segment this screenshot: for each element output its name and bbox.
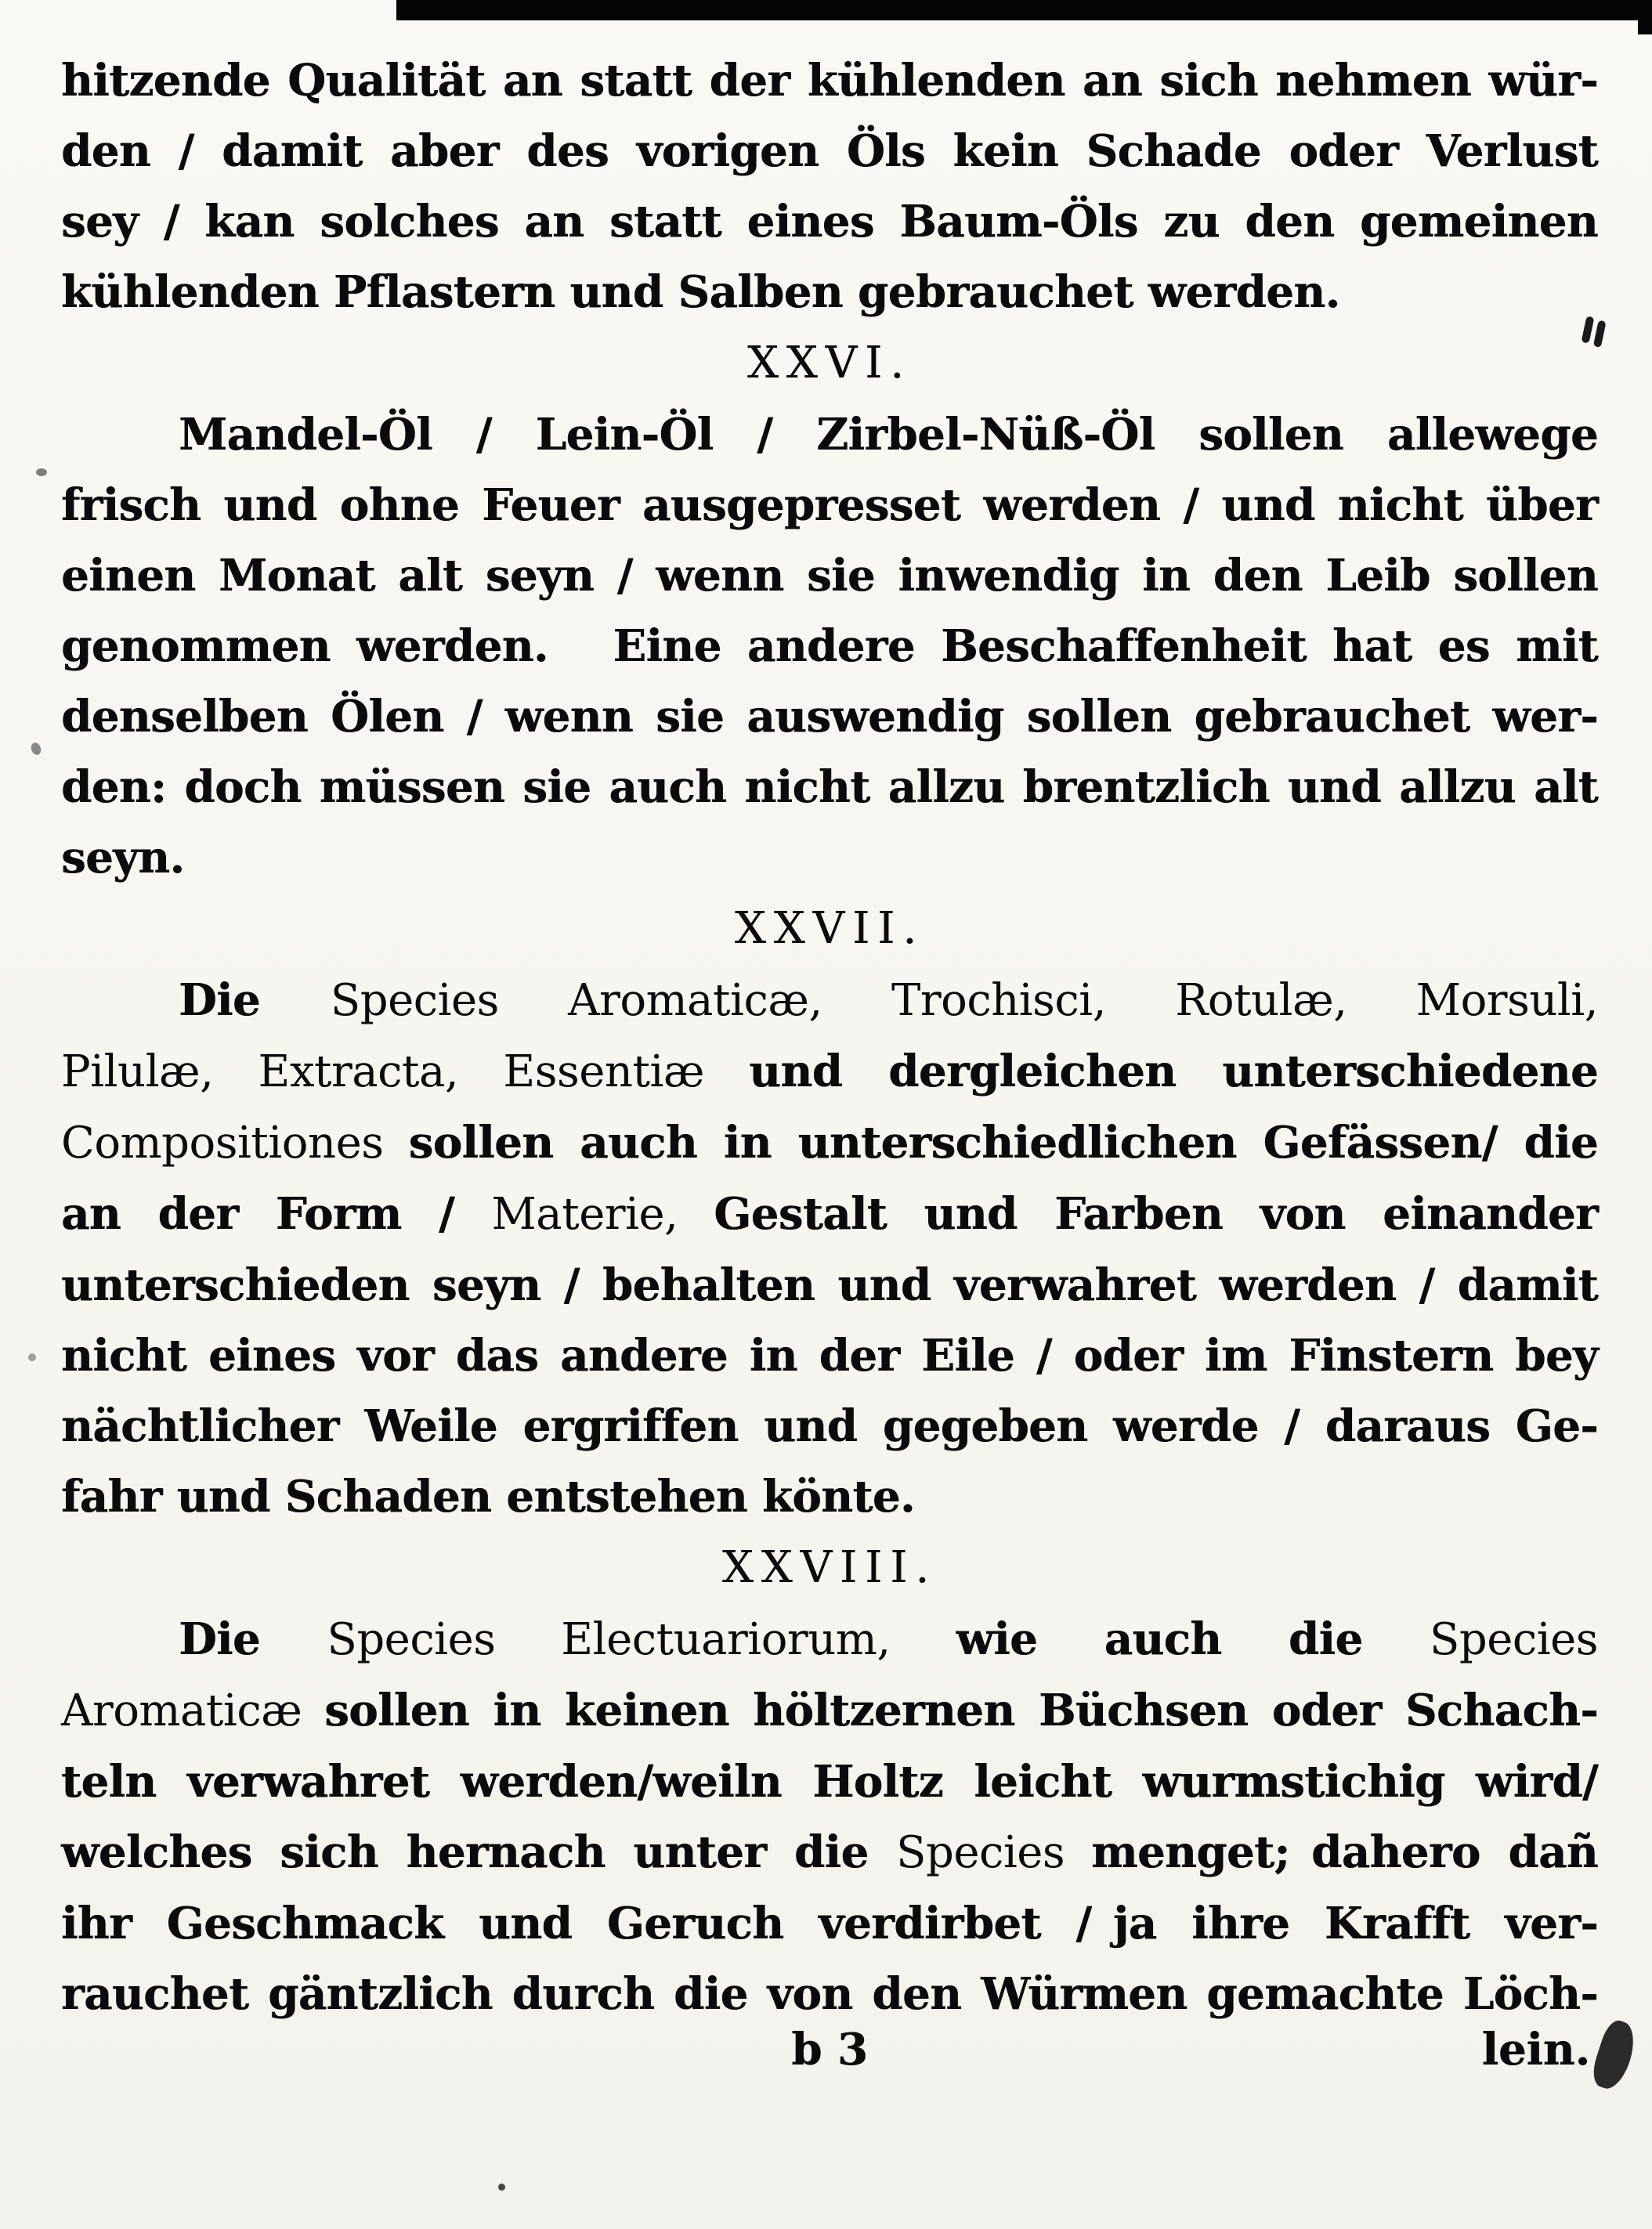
text-line	[61, 1817, 1598, 1888]
catchword: lein.	[1481, 2024, 1590, 2075]
latin-text: Pilulæ, Extracta, Essentiæ	[61, 1046, 750, 1097]
text-line	[61, 1320, 1598, 1391]
fraktur-text: welches sich hernach unter die	[61, 1826, 897, 1878]
fraktur-text: an der Form /	[61, 1188, 492, 1240]
fraktur-text: und dergleichen unterschiedene	[749, 1046, 1599, 1097]
fraktur-text: ihr Geschmack und Geruch verdirbet / ja ihre Krafft ver-	[61, 1898, 1598, 1949]
fraktur-text: Gestalt und Farben von einander	[714, 1188, 1599, 1240]
ink-speck	[36, 468, 47, 476]
fraktur-text: genommen werden. Eine andere Beschaffenheit hat es mit	[61, 620, 1598, 672]
section-heading: XXVII.	[734, 903, 925, 954]
ink-speck	[498, 2184, 505, 2191]
fraktur-text: fahr und Schaden entstehen könte.	[61, 1471, 915, 1523]
fraktur-text: sollen in keinen höltzernen Büchsen oder Schach-	[324, 1685, 1598, 1736]
latin-text: Species Aromaticæ, Trochisci, Rotulæ, Morsuli,	[330, 975, 1599, 1026]
text-line	[61, 681, 1598, 752]
fraktur-text: frisch und ohne Feuer ausgepresset werden / und nicht über	[61, 479, 1598, 531]
fraktur-text: kühlenden Pflastern und Salben gebrauchet werden.	[61, 266, 1340, 318]
text-line	[61, 965, 1598, 1036]
paragraph	[61, 399, 1598, 893]
scan-edge-corner	[1638, 0, 1652, 34]
text-block	[61, 45, 1598, 2029]
latin-text: Species	[1429, 1614, 1598, 1665]
fraktur-text: Die	[179, 974, 331, 1026]
fraktur-text: hitzende Qualität an statt der kühlenden an sich nehmen wür-	[61, 55, 1598, 107]
text-line	[61, 1107, 1598, 1179]
text-line	[61, 1391, 1598, 1461]
latin-text: Species Electuariorum,	[327, 1614, 956, 1665]
text-line	[61, 1036, 1598, 1107]
latin-text: Aromaticæ	[61, 1685, 325, 1736]
paragraph	[61, 1604, 1598, 2029]
text-line	[61, 1250, 1598, 1320]
fraktur-text: den / damit aber des vorigen Öls kein Schade oder Verlust	[61, 125, 1598, 177]
text-line	[61, 257, 1598, 327]
scan-edge-bar	[396, 0, 1652, 20]
text-line	[61, 1604, 1598, 1675]
fraktur-text: seyn.	[61, 832, 185, 883]
section-heading: XXVIII.	[721, 1542, 938, 1593]
fraktur-text: denselben Ölen / wenn sie auswendig sollen gebrauchet wer-	[61, 691, 1598, 742]
fraktur-text: sollen auch in unterschiedlichen Gefässen/ die	[408, 1117, 1598, 1169]
fraktur-text: Die	[179, 1613, 327, 1665]
text-line	[61, 752, 1598, 822]
text-line	[61, 1959, 1598, 2029]
fraktur-text: sey / kan solches an statt eines Baum-Öls zu den gemeinen	[61, 196, 1598, 247]
page-footer	[61, 2024, 1598, 2102]
latin-text: Compositiones	[61, 1118, 409, 1169]
paragraph	[61, 45, 1598, 327]
text-line	[61, 45, 1598, 116]
section-heading: XXVI.	[746, 338, 913, 388]
fraktur-text: Mandel-Öl / Lein-Öl / Zirbel-Nüß-Öl sollen allewege	[179, 409, 1598, 461]
fraktur-text: rauchet gäntzlich durch die von den Würmen gemachte Löch-	[61, 1968, 1598, 2020]
ink-speck	[30, 741, 43, 756]
fraktur-text: teln verwahret werden/weiln Holtz leicht wurmstichig wird/	[61, 1756, 1598, 1808]
text-line	[61, 116, 1598, 186]
text-line	[61, 1179, 1598, 1250]
fraktur-text: nächtlicher Weile ergriffen und gegeben werde / daraus Ge-	[61, 1400, 1598, 1452]
latin-text: Species	[896, 1827, 1092, 1878]
fraktur-text: unterschieden seyn / behalten und verwahret werden / damit	[61, 1259, 1598, 1311]
text-line	[61, 1675, 1598, 1747]
text-line	[61, 822, 1598, 893]
fraktur-text: den: doch müssen sie auch nicht allzu brentzlich und allzu alt	[61, 761, 1598, 813]
text-line	[61, 1461, 1598, 1532]
text-line	[61, 1888, 1598, 1959]
ink-speck	[28, 1353, 36, 1361]
text-line	[61, 540, 1598, 611]
signature-mark: b 3	[791, 2024, 868, 2075]
paragraph	[61, 965, 1598, 1532]
text-line	[61, 470, 1598, 540]
text-line	[61, 1747, 1598, 1817]
latin-text: Materie,	[491, 1189, 714, 1240]
fraktur-text: nicht eines vor das andere in der Eile / oder im Finstern bey	[61, 1330, 1598, 1382]
text-line	[61, 611, 1598, 681]
text-line	[61, 399, 1598, 470]
fraktur-text: menget; dahero dañ	[1091, 1826, 1598, 1878]
text-line	[61, 186, 1598, 257]
fraktur-text: wie auch die	[956, 1613, 1430, 1665]
fraktur-text: einen Monat alt seyn / wenn sie inwendig in den Leib sollen	[61, 550, 1598, 602]
